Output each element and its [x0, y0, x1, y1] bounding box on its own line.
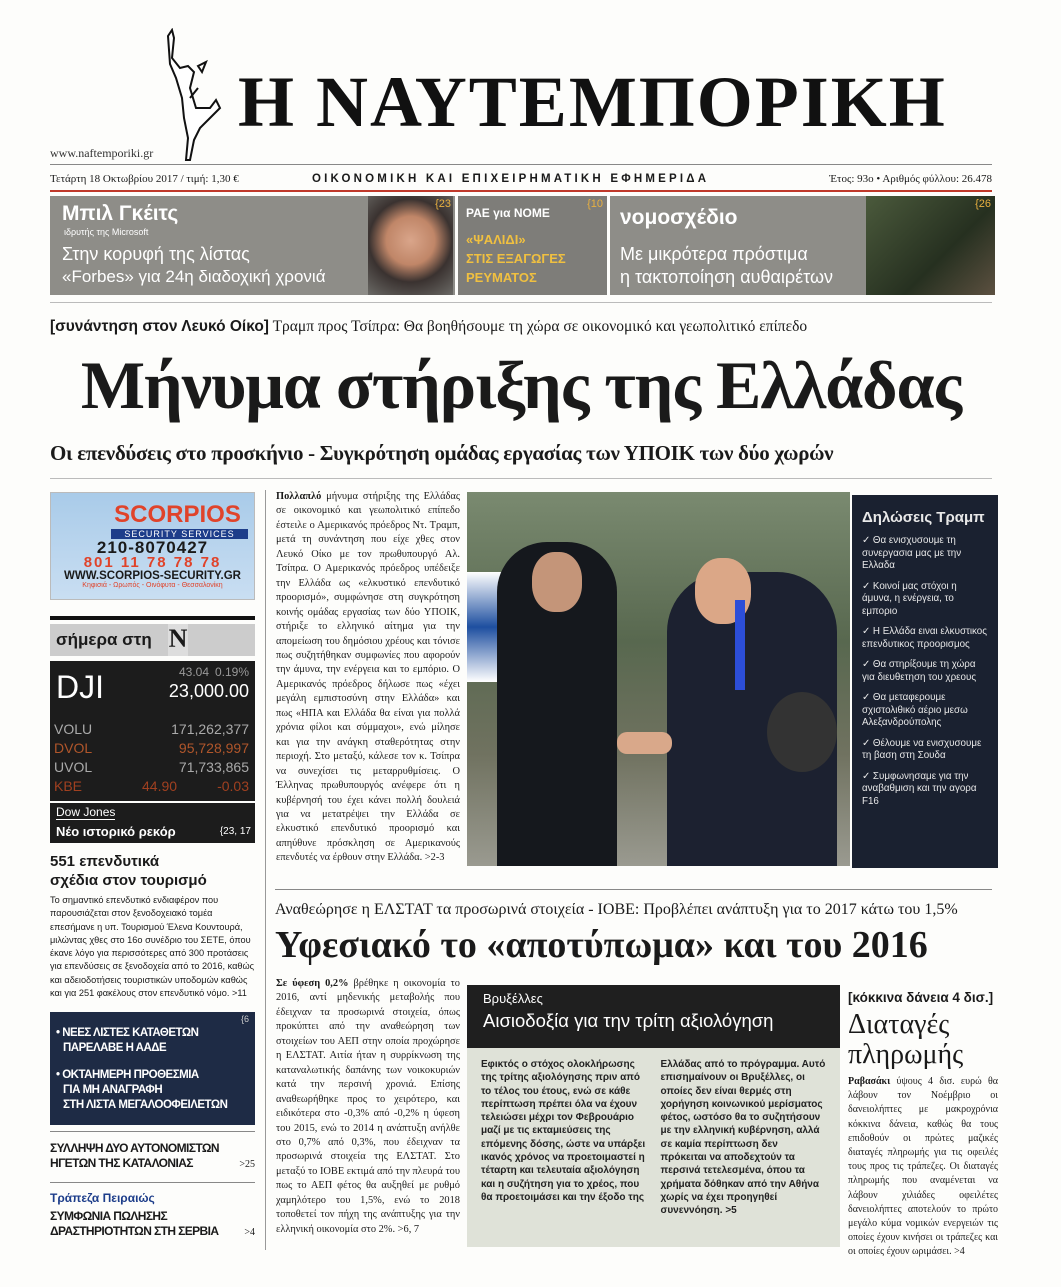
- page-ref: {26: [975, 198, 991, 210]
- statement-item: ✓ Θα ενισχυσουμε τη συνεργασια μας με την Ελλαδα: [862, 535, 962, 571]
- brief-line: ΔΡΑΣΤΗΡΙΟΤΗΤΩΝ ΣΤΗ ΣΕΡΒΙΑ: [50, 1224, 219, 1238]
- kicker-tag: [συνάντηση στον Λευκό Οίκο]: [50, 318, 269, 335]
- page-ref: {10: [587, 198, 603, 210]
- lead-kicker: [50, 318, 992, 336]
- gates-photo: [368, 196, 453, 295]
- page-ref: {23: [435, 198, 451, 210]
- divider: [50, 478, 992, 479]
- story2-headline[interactable]: Υφεσιακό το «αποτύπωμα» και του 2016: [275, 924, 928, 966]
- index-value: 23,000.00: [168, 681, 249, 701]
- today-logo: Ν: [168, 624, 188, 656]
- teaser-text: Στην κορυφή της λίστας: [62, 244, 250, 264]
- story2-kicker: Αναθεώρησε η ΕΛΣΤΑΤ τα προσωρινά στοιχεία - ΙΟΒΕ: Προβλέπει ανάπτυξη για το 2017 κάτω του 1,5%: [275, 901, 958, 918]
- loans-tag: [κόκκινα δάνεια 4 δισ.]: [848, 990, 994, 1005]
- box-item: • ΝΕΕΣ ΛΙΣΤΕΣ ΚΑΤΑΘΕΤΩΝ ΠΑΡΕΛΑΒΕ Η ΑΑΔΕ: [56, 1027, 199, 1054]
- brief-line: ΣΥΜΦΩΝΙΑ ΠΩΛΗΣΗΣ: [50, 1209, 168, 1223]
- main-subhead: Οι επενδύσεις στο προσκήνιο - Συγκρότηση ομάδας εργασίας των ΥΠΟΙΚ των δύο χωρών: [50, 441, 834, 465]
- today-label: σήμερα στη: [56, 630, 152, 649]
- caption-text: Νέο ιστορικό ρεκόρ: [56, 824, 176, 839]
- ad-phone: 801 11 78 78 78: [83, 554, 222, 571]
- ad-sub: SECURITY SERVICES: [111, 529, 248, 539]
- statement-item: ✓ Η Ελλάδα ειναι ελκυστικος επενδυτικος προορισμος: [862, 626, 987, 650]
- page-ref: {23, 17: [219, 826, 251, 837]
- kicker-text: Τραμπ προς Τσίπρα: Θα βοηθήσουμε τη χώρα σε οικονομικό και γεωπολιτικό επίπεδο: [272, 318, 808, 335]
- issue-number: Έτος: 93ο • Αριθμός φύλλου: 26.478: [829, 173, 992, 185]
- loans-headline[interactable]: Διαταγές πληρωμής: [848, 1009, 964, 1070]
- divider: [50, 164, 992, 165]
- caption-tag: Dow Jones: [56, 805, 116, 819]
- dow-jones-caption[interactable]: [50, 803, 255, 843]
- ad-phone: 210-8070427: [96, 538, 209, 557]
- divider: [50, 1131, 255, 1132]
- divider: [50, 616, 255, 620]
- index-change-pct: 0.19%: [214, 665, 249, 679]
- teaser-text: η τακτοποίηση αυθαιρέτων: [620, 267, 834, 287]
- statement-item: ✓ Θέλουμε να ενισχυσουμε τη βαση στη Σουδα: [862, 737, 982, 761]
- teaser-gates[interactable]: [50, 196, 455, 295]
- index-change: 43.04: [178, 665, 209, 679]
- brussels-tag: Βρυξέλλες: [483, 991, 543, 1006]
- brief-line: ΣΥΛΛΗΨΗ ΔΥΟ ΑΥΤΟΝΟΜΙΣΤΩΝ: [50, 1141, 219, 1155]
- page-ref: {6: [240, 1014, 249, 1024]
- tagline: ΟΙΚΟΝΟΜΙΚΗ ΚΑΙ ΕΠΙΧΕΙΡΗΜΑΤΙΚΗ ΕΦΗΜΕΡΙΔΑ: [312, 173, 710, 185]
- statement-item: ✓ Θα μεταφερουμε σχιστολιθικό αέριο μεσω Αλεξανδρούπολης: [862, 692, 968, 728]
- teaser-title: ΡΑΕ για ΝΟΜΕ: [466, 206, 550, 220]
- date-price: Τετάρτη 18 Οκτωβρίου 2017 / τιμή: 1,30 €: [50, 173, 239, 185]
- divider: [50, 1182, 255, 1183]
- ticker-row: VOLU 171,262,377: [54, 721, 249, 737]
- tourism-title[interactable]: 551 επενδυτικά σχέδια στον τουρισμό: [50, 853, 207, 889]
- ticker-row: DVOL 95,728,997: [54, 740, 249, 756]
- hermes-logo-icon: [160, 28, 235, 163]
- tsipras-trump-photo: [467, 492, 850, 866]
- dateline: [50, 173, 992, 185]
- lead-body: Πολλαπλό μήνυμα στήριξης της Ελλάδας σε οικονομικό και γεωπολιτικό επίπεδο έστειλε ο Αμερικανός πρόεδρος Ντ. Τραμπ, μετά τη συνάντηση που είχε χθες στον Λευκό Οίκο με τον πρωθυπουργό Αλ. Τσίπρα. Ο Αμερικανός πρόεδρος υπέδειξε την Ελλάδα ως «ελκυστικό επενδυτικό προορισμό», συμφώνησε στη συγκρότηση κοινής ομάδας εργασίας των δύο ΥΠΟΙΚ, στήριξε το ελληνικό αίτημα για την απομείωση του δημόσιου χρέους και τόνισε πως συζητήθηκαν συμφωνίες που αφορούν την άμυνα, την ενέργεια και το εμπόριο. Ο Αμερικανός πρόεδρος δήλωσε πως «έχει μεγάλη εμπιστοσύνη στην Ελλάδα» και πως «ΗΠΑ και Ελλάδα θα είναι για πολλά χρόνια φίλοι και σύμμαχοι», ενώ μίλησε και για την ανάγκη σταθερότητας στην περιοχή. Στο μεταξύ, κάλεσε τον κ. Τσίπρα να συνεχίσει τις μεταρρυθμίσεις. Ο Έλληνας πρωθυπουργός ανέφερε ότι η κυβέρνησή του έχει κάνει πολλή δουλειά για να μετατρέψει την Ελλάδα σε ελκυστικό επενδυτικό προορισμό και απηύθυνε πρόσκληση σε Αμερικανούς επενδυτές να έρθουν στην Ελλάδα. >2-3: [276, 491, 460, 864]
- brussels-headline: Αισιοδοξία για την τρίτη αξιολόγηση: [483, 1010, 774, 1031]
- teaser-text: «ΨΑΛΙΔΙ»: [466, 232, 526, 247]
- column-rule: [265, 490, 266, 1250]
- ad-web: WWW.SCORPIOS-SECURITY.GR: [64, 570, 241, 582]
- ad-areas: Κηφισιά - Ωρωπός - Οινόφυτα - Θεσσαλονίκη: [82, 582, 223, 589]
- teaser-law[interactable]: [610, 196, 995, 295]
- ticker-row: KBE 44.90 -0.03: [54, 778, 249, 794]
- tax-lists-box[interactable]: [50, 1012, 255, 1125]
- teaser-text: ΡΕΥΜΑΤΟΣ: [466, 270, 537, 285]
- teaser-text: «Forbes» για 24η διαδοχική χρονιά: [62, 267, 326, 286]
- house-photo: [866, 196, 995, 295]
- teaser-text: Με μικρότερα πρόστιμα: [620, 244, 808, 264]
- statement-item: ✓ Θα στηρίξουμε τη χώρα για διευθετηση του χρεους: [862, 659, 977, 683]
- website-url[interactable]: www.naftemporiki.gr: [50, 146, 154, 160]
- trump-statements-box: [852, 495, 998, 868]
- market-ticker: [50, 661, 255, 801]
- teaser-text: ΣΤΙΣ ΕΞΑΓΩΓΕΣ: [466, 251, 566, 266]
- divider: [275, 889, 992, 890]
- divider: [50, 302, 992, 303]
- teaser-title: Μπιλ Γκέιτς: [62, 202, 179, 225]
- statement-item: ✓ Συμφωνησαμε για την αναβαθμιση και την αγορα F16: [862, 770, 977, 807]
- brief-line: ΗΓΕΤΩΝ ΤΗΣ ΚΑΤΑΛΟΝΙΑΣ: [50, 1156, 193, 1170]
- page-ref: >25: [239, 1159, 255, 1170]
- teaser-sub: ιδρυτής της Microsoft: [64, 227, 149, 237]
- loans-body: Ραβασάκι ύψους 4 δισ. ευρώ θα λάβουν τον Νοέμβριο οι δανειολήπτες με μακροχρόνια κόκκινα δάνεια, καθώς θα τους επιδοθούν οι πρώτες μαζικές διαταγές πληρωμής για τις οφειλές τους προς τις τράπεζες. Οι διαταγές πληρωμής που αναμένεται να λάβουν χιλιάδες οφειλέτες δανειολήπτες αποτελούν το πρώτο μεγάλο κύμα νομικών ενεργειών τις οποίες έχουν κινήσει οι τράπεζες και οι οποίες έχουν ωριμάσει. >4: [848, 1076, 999, 1258]
- brussels-box[interactable]: [467, 985, 840, 1247]
- scorpios-ad[interactable]: [50, 492, 255, 600]
- box-title: Δηλώσεις Τραμπ: [862, 509, 985, 526]
- piraeus-tag: Τράπεζα Πειραιώς: [50, 1191, 155, 1205]
- statement-item: ✓ Κοινοί μας στόχοι η άμυνα, η ενέργεια, το εμποριο: [862, 580, 957, 617]
- tourism-body: Το σημαντικό επενδυτικό ενδιαφέρον που παρουσιάζεται στον ξενοδοχειακό τομέα επεσήμανε η υπ. Τουρισμού Έλενα Κουντουρά, μιλώντας χθες στο 16ο συνέδριο του ΣΕΤΕ, όπου έκανε λόγο για περισσότερες από 300 προτάσεις για επενδύσεις σε ξενοδοχεία από το 2016, καθώς και αδειοδοτήσεις τουριστικών υποδομών καθώς και για 251 φακέλους στον επενδυτικό νόμο. >11: [50, 895, 255, 999]
- teaser-rae[interactable]: [458, 196, 607, 295]
- newspaper-title: Η ΝΑΥΤΕΜΠΟΡΙΚΗ: [238, 62, 947, 142]
- brussels-col1: Εφικτός ο στόχος ολοκλήρωσης της τρίτης αξιολόγησης πριν από το τέλος του έτους, ενώ σε κάθε περίπτωση πρέπει όλα να έχουν τελειώσει μέχρι τον Φεβρουάριο μαζί με τις εκταμιεύσεις της επόμενης δόσης, ώστε να υπάρξει ικανός χρόνος να προετοιμαστεί η τέταρτη και τελευταία αξιολόγηση και η συζήτηση για το χρέος, που θα προετοιμάσει και την έξοδο της: [481, 1059, 646, 1203]
- catalonia-brief[interactable]: [50, 1141, 255, 1172]
- ad-brand: SCORPIOS: [114, 501, 241, 528]
- index-name: DJI: [56, 669, 104, 705]
- ticker-row: UVOL 71,733,865: [54, 759, 249, 775]
- page-ref: >4: [244, 1227, 255, 1238]
- main-headline[interactable]: Μήνυμα στήριξης της Ελλάδας: [80, 347, 962, 423]
- today-banner[interactable]: [50, 624, 255, 656]
- piraeus-brief[interactable]: [50, 1209, 255, 1240]
- brussels-col2: Ελλάδας από το πρόγραμμα. Αυτό επισημαίνουν οι Βρυξέλλες, οι οποίες δεν είναι θερμές στη χορήγηση κοινωνικού μερίσματος φέτος, ωστόσο θα το συζητήσουν με την ελληνική κυβέρνηση, αλλά σε καμία περίπτωση δεν πρόκειται να αποδεχτούν τα περσινά τετελεσμένα, όπου τα χρήματα δόθηκαν από την Αθήνα χωρίς να έχει προηγηθεί συνεννόηση. >5: [660, 1059, 826, 1217]
- story2-body: Σε ύφεση 0,2% βρέθηκε η οικονομία το 2016, αντί μηδενικής μεταβολής που έδειχναν τα προσωρινά στοιχεία, όπως προκύπτει από την αναθεώρηση των στοιχείων του ΑΕΠ στην οποία προχώρησε η ΕΛΣΤΑΤ. Αιτία ήταν η συρρίκνωση της καταναλωτικής δαπάνης των νοικοκυριών κατά την περσινή χρονιά. Επίσης αναθεωρήθηκε προς το χειρότερο, και ειδικότερα στο -0,3% από -0,2% η ύφεση του 2015, ενώ το 2014 η ανάπτυξη ανήλθε στο 0,7% από 0,3%, που έδειχναν τα προσωρινά στοιχεία της ΕΛΣΤΑΤ. Στο μεταξύ το ΙΟΒΕ εκτιμά από την πλευρά του πως το ΑΕΠ φέτος θα αυξηθεί με ρυθμό χαμηλότερο του 1,5%, ενώ το 2018 τοποθετεί τον πήχη της ανάπτυξης για την ελληνική οικονομία στο 2%. >6, 7: [276, 978, 460, 1235]
- red-divider: [50, 190, 992, 192]
- box-item: • ΟΚΤΑΗΜΕΡΗ ΠΡΟΘΕΣΜΙΑ ΓΙΑ ΜΗ ΑΝΑΓΡΑΦΗ ΣΤΗ ΛΙΣΤΑ ΜΕΓΑΛΟΟΦΕΙΛΕΤΩΝ: [56, 1069, 228, 1111]
- teaser-title: νομοσχέδιο: [620, 206, 738, 229]
